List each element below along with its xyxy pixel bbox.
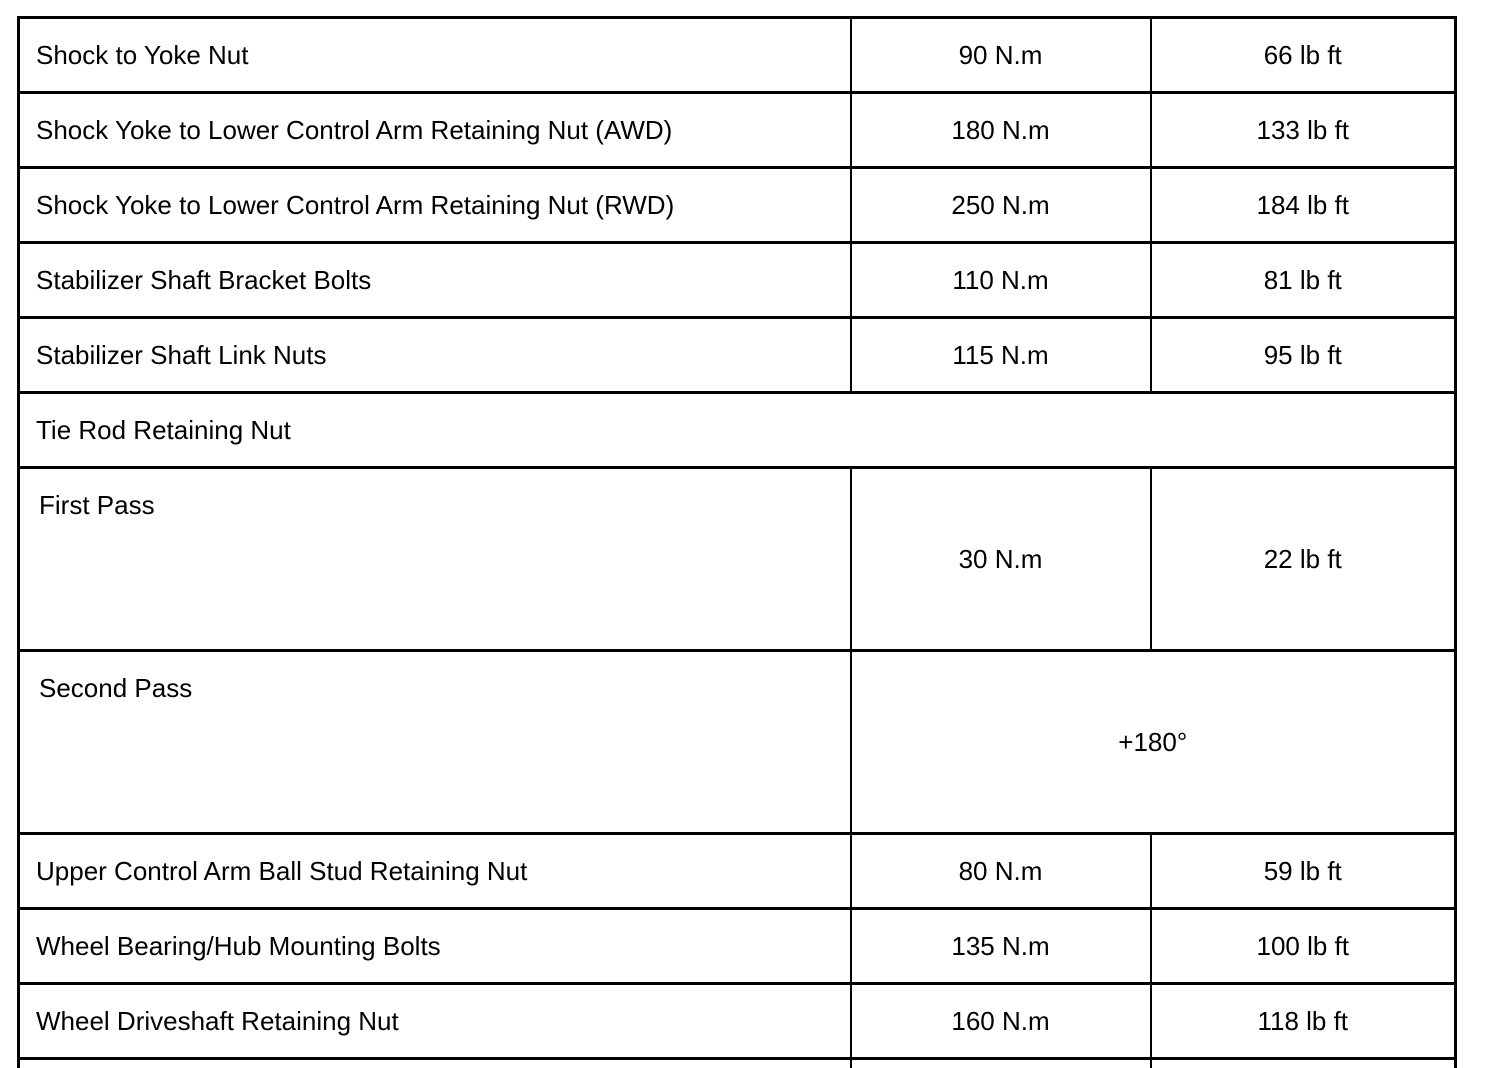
english-value: 184 lb ft: [1151, 168, 1456, 243]
table-row: [19, 168, 1456, 243]
fastener-name: Wheel Bearing/Hub Mounting Bolts: [19, 909, 851, 984]
english-value: 118 lb ft: [1151, 984, 1456, 1059]
fastener-name: Stabilizer Shaft Link Nuts: [19, 318, 851, 393]
metric-value: 250 N.m: [851, 168, 1151, 243]
table-row-continued: [19, 1059, 1456, 1068]
fastener-name: Upper Control Arm Ball Stud Retaining Nut: [19, 834, 851, 909]
fastener-name: Wheel Driveshaft Retaining Nut: [19, 984, 851, 1059]
fastener-name: Shock Yoke to Lower Control Arm Retaining Nut (RWD): [19, 168, 851, 243]
metric-value: 80 N.m: [851, 834, 1151, 909]
english-value: 66 lb ft: [1151, 18, 1456, 93]
fastener-name: Second Pass: [19, 651, 851, 834]
english-value: 133 lb ft: [1151, 93, 1456, 168]
table-section-row: [19, 393, 1456, 468]
metric-value: 90 N.m: [851, 18, 1151, 93]
table-row: [19, 834, 1456, 909]
metric-value: 30 N.m: [851, 468, 1151, 651]
torque-spec-table: [17, 16, 1457, 1068]
metric-value: 110 N.m: [851, 243, 1151, 318]
metric-value: 115 N.m: [851, 318, 1151, 393]
table-row: [19, 984, 1456, 1059]
metric-value: 180 N.m: [851, 93, 1151, 168]
fastener-name: First Pass: [19, 468, 851, 651]
english-value: 22 lb ft: [1151, 468, 1456, 651]
empty-cell: [19, 1059, 851, 1068]
table-row: [19, 651, 1456, 834]
table-row: [19, 93, 1456, 168]
fastener-name: Stabilizer Shaft Bracket Bolts: [19, 243, 851, 318]
metric-value: 135 N.m: [851, 909, 1151, 984]
table-row: [19, 243, 1456, 318]
fastener-name: Shock Yoke to Lower Control Arm Retaining Nut (AWD): [19, 93, 851, 168]
section-heading: Tie Rod Retaining Nut: [19, 393, 1456, 468]
empty-cell: [851, 1059, 1151, 1068]
english-value: 81 lb ft: [1151, 243, 1456, 318]
fastener-name: Shock to Yoke Nut: [19, 18, 851, 93]
english-value: 100 lb ft: [1151, 909, 1456, 984]
table-row: [19, 909, 1456, 984]
metric-value: 160 N.m: [851, 984, 1151, 1059]
angle-value: +180°: [851, 651, 1456, 834]
english-value: 59 lb ft: [1151, 834, 1456, 909]
empty-cell: [1151, 1059, 1456, 1068]
table-row: [19, 318, 1456, 393]
english-value: 95 lb ft: [1151, 318, 1456, 393]
table-row: [19, 18, 1456, 93]
table-row: [19, 468, 1456, 651]
